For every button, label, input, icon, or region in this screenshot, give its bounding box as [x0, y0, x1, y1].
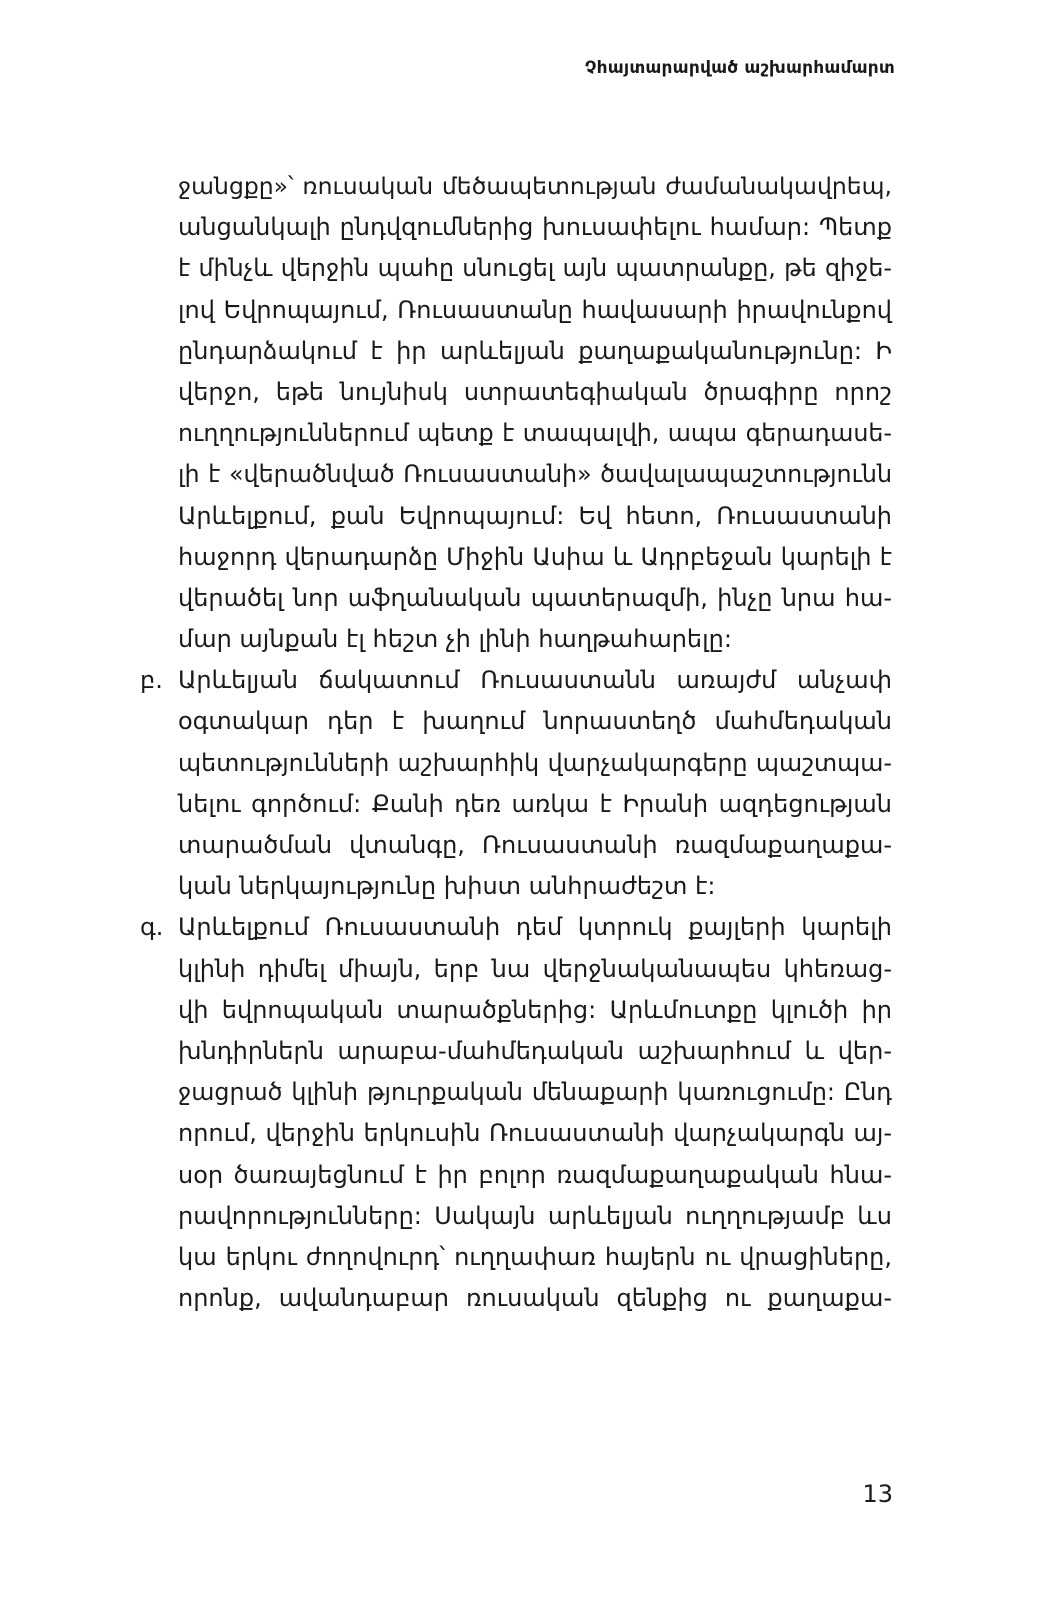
list-marker: բ. — [140, 666, 163, 695]
text-line: ուղղություններում պետք է տապալվի, ապա գերադասե- — [178, 419, 892, 448]
list-item-g — [140, 907, 892, 1319]
text-line: վերածել նոր աֆղանական պատերազմի, ինչը նրա հա- — [178, 583, 892, 612]
list-item-b — [140, 660, 892, 907]
text-line: պետությունների աշխարհիկ վարչակարգերը պաշտպա- — [178, 748, 892, 777]
text-line: անցանկալի ընդվզումներից խուսափելու համար: Պետք — [178, 213, 892, 242]
text-line: օգտակար դեր է խաղում նորաստեղծ մահմեդական — [178, 707, 892, 736]
text-line: ընդարձակում է իր արևելյան քաղաքականությունը: Ի — [178, 336, 892, 365]
text-line: մար այնքան էլ հեշտ չի լինի հաղթահարելը: — [178, 625, 732, 654]
running-header: Չհայտարարված աշխարհամարտ — [584, 58, 895, 78]
page-number: 13 — [862, 1480, 893, 1508]
text-line: կլինի դիմել միայն, երբ նա վերջնականապես կհեռաց- — [178, 954, 892, 983]
text-line — [140, 907, 892, 948]
text-line — [140, 660, 892, 701]
text-line: վերջո, եթե նույնիսկ ստրատեգիական ծրագիրը որոշ — [178, 377, 892, 406]
text-line: կա երկու ժողովուրդ՝ ուղղափառ հայերն ու վրացիները, — [178, 1242, 892, 1271]
text-line: որում, վերջին երկուսին Ռուսաստանի վարչակարգն այ- — [178, 1119, 892, 1148]
text-line: լի է «վերածնված Ռուսաստանի» ծավալապաշտությունն — [178, 460, 892, 489]
text-line: սօր ծառայեցնում է իր բոլոր ռազմաքաղաքական հնա- — [178, 1160, 892, 1189]
text-line: հաջորդ վերադարձը Միջին Ասիա և Ադրբեջան կարելի է — [178, 542, 892, 571]
text-line: ջացրած կլինի թյուրքական մենաքարի կառուցումը: Ընդ — [178, 1078, 892, 1107]
text-line: րավորությունները: Սակայն արևելյան ուղղությամբ ևս — [178, 1201, 892, 1230]
text-line: նելու գործում: Քանի դեռ առկա է Իրանի ազդեցության — [178, 789, 892, 818]
text-line: տարածման վտանգը, Ռուսաստանի ռազմաքաղաքա- — [178, 831, 892, 859]
text-line: վի եվրոպական տարածքներից: Արևմուտքը կլուծի իր — [178, 995, 892, 1024]
list-marker: գ. — [140, 913, 164, 942]
text-line: Արևելքում, քան Եվրոպայում: Եվ հետո, Ռուսաստանի — [178, 501, 892, 530]
text-line: կան ներկայությունը խիստ անհրաժեշտ է: — [178, 872, 716, 901]
text-line: խնդիրներն արաբա-մահմեդական աշխարհում և վեր- — [178, 1036, 892, 1065]
text-line: լով Եվրոպայում, Ռուսաստանը հավասարի իրավունքով — [178, 295, 892, 324]
text-line-content: Արևելքում Ռուսաստանի դեմ կտրուկ քայլերի կարելի — [178, 913, 892, 942]
text-line-content: Արևելյան ճակատում Ռուսաստանն առայժմ անչափ — [178, 666, 892, 695]
body-text — [140, 166, 892, 1319]
text-line: ջանցքը»՝ ռուսական մեծապետության ժամանակավրեպ, — [178, 172, 892, 200]
text-line: որոնք, ավանդաբար ռուսական զենքից ու քաղաքա- — [178, 1284, 892, 1313]
text-line: է մինչև վերջին պահը սնուցել այն պատրանքը, թե զիջե- — [178, 254, 892, 283]
